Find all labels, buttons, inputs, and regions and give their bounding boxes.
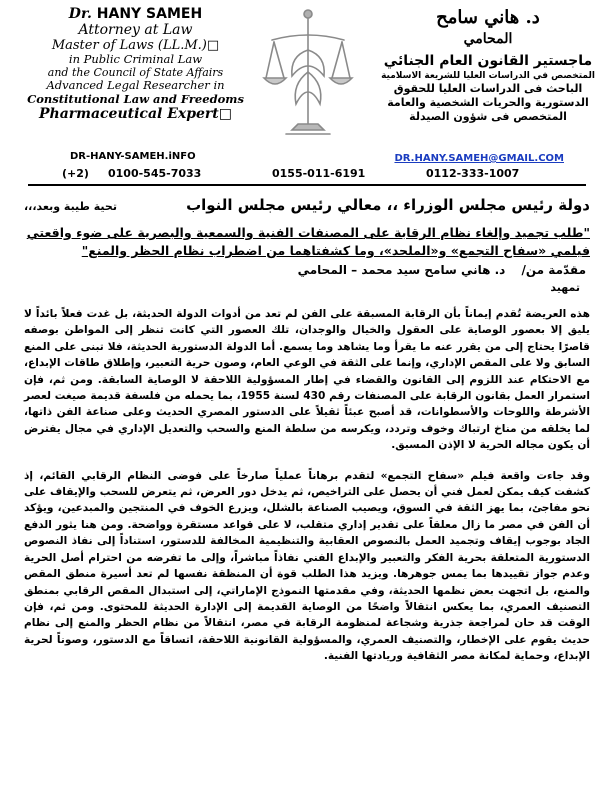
title-council-of-state: and the Council of State Affairs <box>47 66 224 79</box>
byline-name: د. هاني سامح سيد محمد – المحامي <box>297 263 506 277</box>
title-ar-masters: ماجستير القانون العام الجنائي <box>383 53 593 69</box>
paragraph-1: هذه العريضة تُقدم إيماناً بأن الرقابة المسبقة على الفن لم تعد من أدوات الدولة الحديثة، بل غدت فعلاً بائداً لا يليق إلا بعصور الوصاية على العقول والخيال والوجدان، تلك العصور التي كانت تنظر إلى المواطن بوصفه قاصرًا يحتاج إلى من يقرر عنه ما يقرأ وما يشاهد وما يسمع. أما الدولة الدستورية الحديثة، فلا تبنى على المنع السابق ولا على المقص الإداري، وإنما على الثقة في الوعي العام، وصون حرية التعبير، وإطلاق طاقات الإبداع، مع الاحتكام عند اللزوم إلى القانون والقضاء في إطار المسؤولية اللاحقة لا الوصاية السابقة. ومن ثم، فإن استمرار العمل بقانون الرقابة على المصنفات رقم 430 لسنة 1955، بما يحمله من فلسفة قديمة صيغت لعصر الأشرطة واللوحات والأسطوانات، قد أصبح عبئاً ثقيلاً على الدستور المصري الحديث وعلى صناعة الفن ذاتها، لما يخلقه من مناخ ارتباك وخوف وتردد، ويكرسه من سلطة المنع والسحب والتعديل الإداري في مجال يفترض أن يكون مجاله الحرية لا الإذن المسبق. <box>24 308 590 452</box>
subject-block <box>24 224 590 260</box>
addressee: دولة رئيس مجلس الوزراء ،، معالي رئيس مجلس النواب <box>186 196 590 214</box>
title-pharmaceutical-expert: Pharmaceutical Expert□ <box>38 106 232 122</box>
letterhead-arabic <box>372 6 604 124</box>
scales-of-justice-icon <box>262 0 354 148</box>
byline <box>24 262 590 279</box>
title-master-of-laws: Master of Laws (LL.M.)□ <box>51 38 220 53</box>
title-ar-researcher: الباحث فى الدراسات العليا للحقوق <box>393 82 583 95</box>
title-attorney: Attorney at Law <box>78 22 193 38</box>
website-text: DR-HANY-SAMEH.iNFO <box>70 151 196 162</box>
addressee-row <box>24 196 590 222</box>
signature-ar: د. هاني سامح <box>436 7 540 28</box>
title-constitutional-law: Constitutional Law and Freedoms <box>27 92 244 106</box>
email-link[interactable]: DR.HANY.SAMEH@GMAIL.COM <box>394 153 564 164</box>
title-criminal-law: in Public Criminal Law <box>68 52 203 66</box>
subject-line-1: "طلب تجميد وإلغاء نظام الرقابة على المصنفات الفنية والسمعية والبصرية على ضوء واقعتي <box>26 225 590 240</box>
title-ar-sharia: المتخصص في الدراسات العليا للشريعة الاسلامية <box>381 71 595 81</box>
phone-3: 0112-333-1007 <box>426 167 520 180</box>
byline-label: مقدّمة من/ <box>521 263 586 277</box>
header-divider <box>28 184 586 186</box>
letter-body <box>24 196 590 665</box>
lawyer-name-en: Dr. HANY SAMEH <box>68 6 203 22</box>
intro-heading: تمهيد <box>550 281 580 294</box>
title-ar-constitutional: الدستورية والحريات الشخصية والعامة <box>387 96 589 109</box>
letterhead-english <box>8 6 263 123</box>
country-code: (+2) <box>62 167 89 180</box>
phone-1: 0100-545-7033 <box>108 167 202 180</box>
title-ar-pharmacy: المتخصص فى شؤون الصيدلة <box>409 110 567 123</box>
title-researcher: Advanced Legal Researcher in <box>46 78 225 92</box>
paragraph-2: وقد جاءت واقعة فيلم «سفاح التجمع» لتقدم برهاناً عملياً صارخاً على فوضى النظام الرقابي القائم، إذ كشفت كيف يمكن لعمل فني أن يحصل على التراخيص، ثم يدخل دور العرض، ثم يتعرض للسحب والإيقاف على نحو مفاجئ، بما يهز الثقة في السوق، ويصيب الصناعة بالشلل، ويزرع الخوف في المنتجين والمبدعين، ويؤكد أن الفن في مصر ما زال معلقاً على تقدير إداري متقلب، لا على قواعد مستقرة وواضحة. ومن هنا يثور الدفع الجاد بوجوب إيقاف وتجميد العمل بالنصوص العقابية والتنظيمية المخالفة للدستور، استناداً إلى نفاذ النصوص الدستورية المتعلقة بحرية الفكر والتعبير والإبداع الفني نفاذاً مباشراً، وإلى ما تفرضه من احترام أصل الحرية وعدم جواز تقييدها بما يمس جوهرها. ويزيد هذا الطلب قوة أن المنظقة نفسها لم تعد أسيرة منطق المقص والمنع، بل اتجهت بعض نظمها الحديثة، وفي مقدمتها النموذج الإماراتي، إلى استبدال المقص الرقابي بمنطق التصنيف العمري، بما يعكس انتقالاً واضحًا من الوصاية القديمة إلى الإدارة الحديثة للمحتوى. ومن ثم، فإن الوقت قد حان لمراجعة جذرية وشجاعة لمنظومة الرقابة في مصر، انتقالاً من نظام الحظر والمنع إلى نظام حديث يقوم على الإخطار، والتصنيف العمري، والمسؤولية القانونية اللاحقة، اتساقاً مع الدستور، وصوناً لحرية الإبداع، وحماية لمكانة مصر الثقافية وريادتها الفنية. <box>24 469 590 663</box>
signature-ar-title: المحامي <box>463 31 513 47</box>
greeting: تحية طيبة وبعد،،، <box>24 200 117 213</box>
phone-2: 0155-011-6191 <box>272 167 366 180</box>
subject-line-2: فيلمي «سفاح التجمع» و«الملحد»، وما كشفتاهما من اضطراب نظام الحظر والمنع" <box>81 243 590 258</box>
